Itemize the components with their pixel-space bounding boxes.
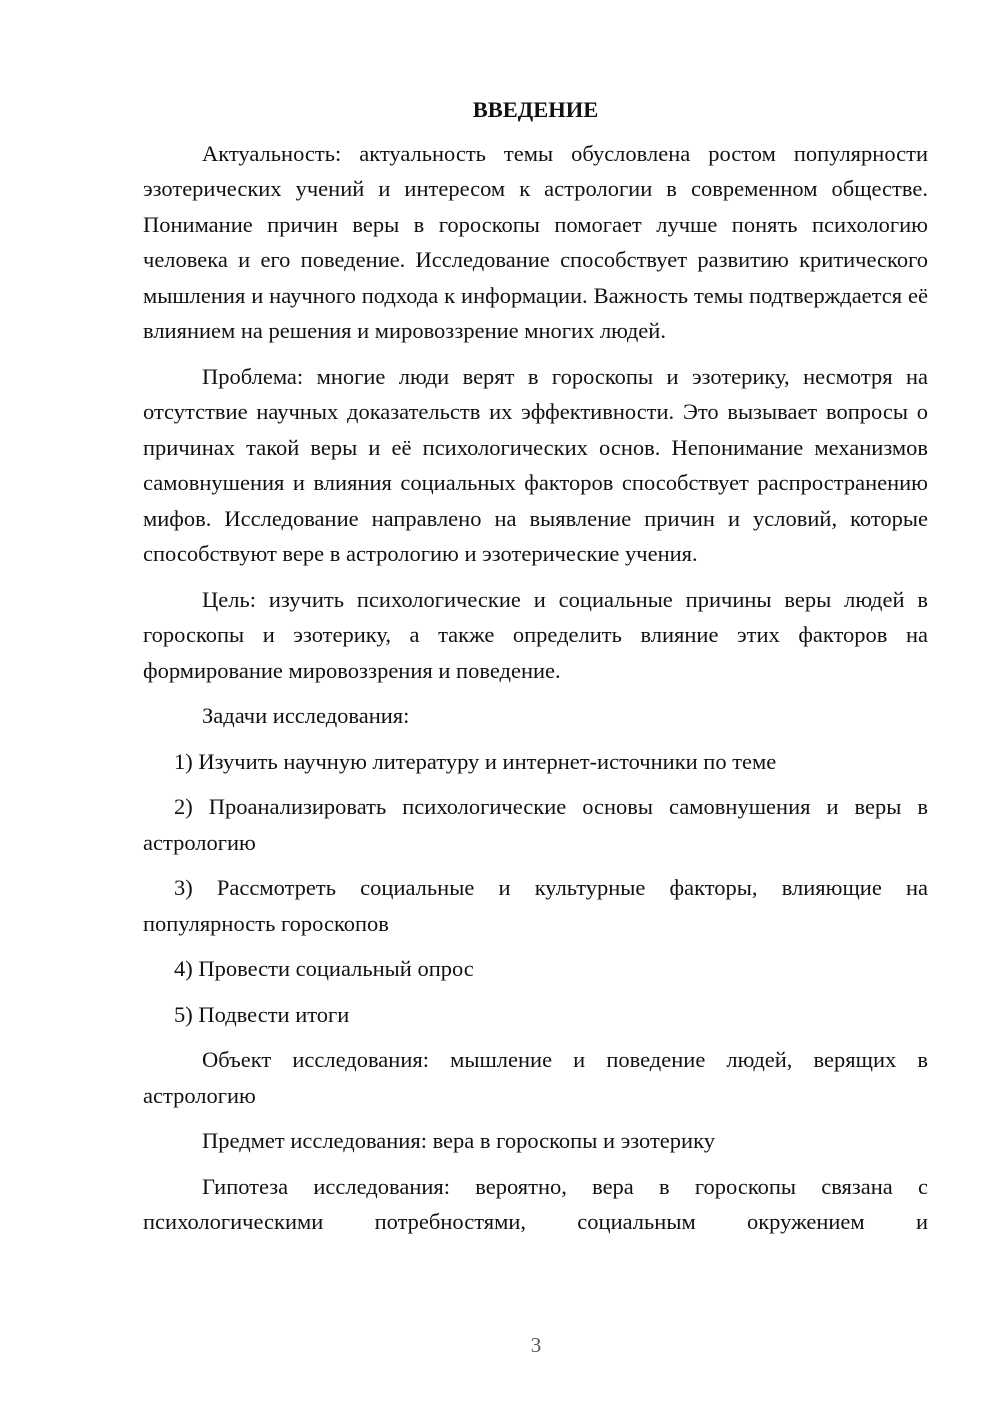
goal-paragraph: Цель: изучить психологические и социальные причины веры людей в гороскопы и эзотерику, а также определить влияние этих факторов на формирование мировоззрения и поведение. (143, 586, 928, 683)
relevance-paragraph: Актуальность: актуальность темы обусловлена ростом популярности эзотерических учений и интересом к астрологии в современном обществе. Понимание причин веры в гороскопы помогает лучше понять психологию человека и его поведение. Исследование способствует развитию критического мышления и научного подхода к информации. Важность темы подтверждается её влиянием на решения и мировоззрение многих людей. (143, 140, 928, 343)
hypothesis-paragraph: Гипотеза исследования: вероятно, вера в гороскопы связана с психологическими потребностями, социальным окружением и (143, 1173, 928, 1234)
task-item: 4) Провести социальный опрос (174, 956, 474, 981)
task-item: 1) Изучить научную литературу и интернет-источники по теме (174, 748, 777, 774)
page-number: 3 (530, 1333, 542, 1357)
subject-paragraph: Предмет исследования: вера в гороскопы и эзотерику (202, 1128, 715, 1153)
problem-paragraph: Проблема: многие люди верят в гороскопы и эзотерику, несмотря на отсутствие научных доказательств их эффективности. Это вызывает вопросы о причинах такой веры и её психологических основ. Непонимание механизмов самовнушения и влияния социальных факторов способствует распространению мифов. Исследование направлено на выявление причин и условий, которые способствуют вере в астрологию и эзотерические учения. (143, 363, 928, 566)
document-body (143, 92, 928, 1250)
section-title: ВВЕДЕНИЕ (472, 97, 599, 122)
task-item: 3) Рассмотреть социальные и культурные факторы, влияющие на популярность гороскопов (143, 875, 928, 936)
task-item: 2) Проанализировать психологические основы самовнушения и веры в астрологию (143, 794, 928, 855)
task-item: 5) Подвести итоги (174, 1001, 350, 1027)
tasks-heading: Задачи исследования: (202, 703, 410, 728)
object-paragraph: Объект исследования: мышление и поведение людей, верящих в астрологию (143, 1047, 928, 1108)
